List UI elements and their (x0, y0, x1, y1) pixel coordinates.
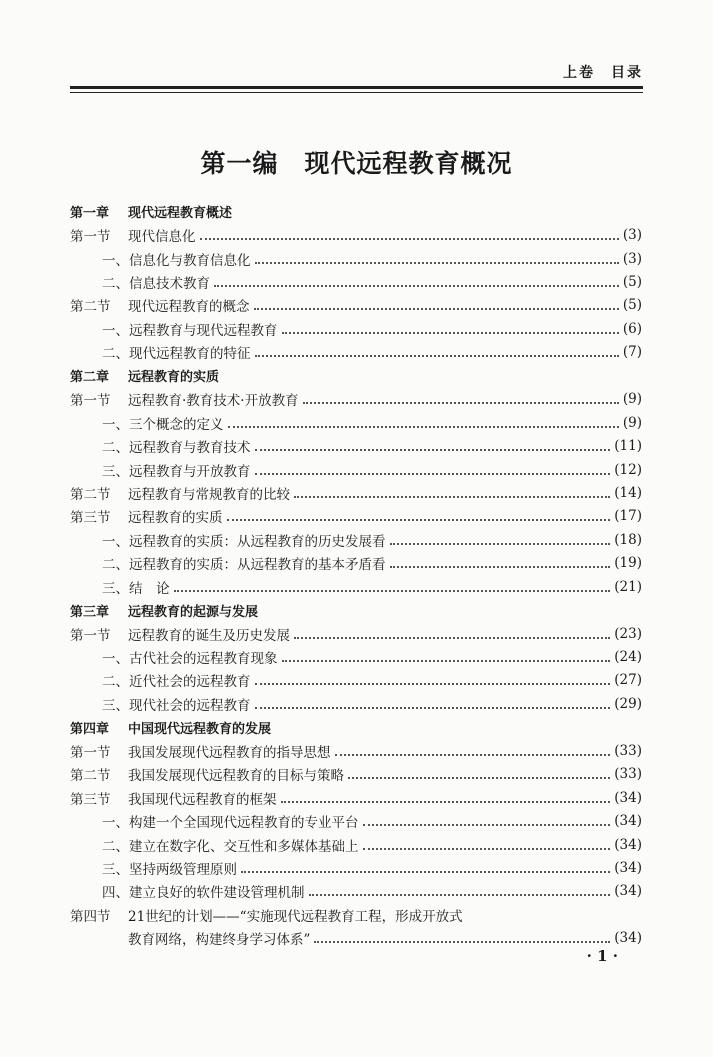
toc-entry-title: 建立在数字化、交互性和多媒体基础上 (129, 838, 359, 855)
toc-entry-page: (5) (622, 297, 642, 314)
running-header: 上卷 目录 (563, 65, 643, 81)
toc-entry-title: 信息化与教育信息化 (129, 252, 251, 269)
toc-entry-chapter[interactable] (70, 364, 642, 387)
header-rule-thin (70, 92, 643, 93)
toc-entry-section[interactable] (70, 763, 642, 786)
toc-entry-page: (27) (614, 672, 642, 689)
toc-entry-page: (23) (614, 625, 642, 642)
toc-entry-section[interactable] (70, 223, 642, 246)
toc-entry-title: 远程教育的诞生及历史发展 (128, 627, 290, 644)
toc-entry-section[interactable] (70, 505, 642, 528)
toc-entry-section[interactable] (70, 903, 642, 926)
toc-entry-number: 一、 (102, 416, 129, 433)
toc-dot-leader (254, 308, 619, 310)
toc-entry-number: 第一节 (70, 393, 111, 410)
toc-entry-number: 第一章 (70, 206, 110, 222)
toc-entry-page: (9) (622, 414, 642, 431)
toc-entry-sub[interactable] (70, 458, 642, 481)
toc-entry-page: (34) (614, 883, 642, 900)
toc-dot-leader (255, 683, 611, 685)
toc-entry-sub[interactable] (70, 552, 642, 575)
toc-entry-section[interactable] (70, 388, 642, 411)
toc-entry-page: (34) (614, 859, 642, 876)
toc-entry-title: 信息技术教育 (129, 276, 210, 293)
toc-entry-page: (29) (614, 695, 642, 712)
toc-entry-number: 第三节 (70, 510, 111, 527)
toc-entry-title: 现代远程教育的概念 (128, 299, 250, 316)
toc-entry-title: 远程教育·教育技术·开放教育 (128, 393, 299, 410)
part-title: 第一编 现代远程教育概况 (200, 149, 513, 178)
toc-entry-page: (5) (622, 274, 642, 291)
toc-dot-leader (282, 660, 611, 662)
toc-entry-page: (21) (614, 578, 642, 595)
toc-entry-title: 我国发展现代远程教育的目标与策略 (128, 768, 344, 785)
toc-dot-leader (363, 824, 611, 826)
toc-entry-page: (24) (614, 649, 642, 666)
toc-entry-number: 一、 (102, 651, 129, 668)
toc-dot-leader (363, 848, 611, 850)
toc-entry-page: (17) (614, 508, 642, 525)
toc-entry-title: 远程教育的实质：从远程教育的历史发展看 (129, 533, 386, 550)
toc-entry-title: 近代社会的远程教育 (129, 674, 251, 691)
toc-entry-chapter[interactable] (70, 598, 642, 621)
toc-entry-title: 我国现代远程教育的框架 (128, 791, 277, 808)
toc-dot-leader (294, 496, 610, 498)
toc-entry-title: 远程教育的实质：从远程教育的基本矛盾看 (129, 557, 386, 574)
toc-entry-chapter[interactable] (70, 716, 642, 739)
toc-entry-sub[interactable] (70, 669, 642, 692)
toc-entry-sub[interactable] (70, 856, 642, 879)
toc-entry-cont[interactable] (70, 927, 642, 950)
toc-entry-title: 建立良好的软件建设管理机制 (129, 885, 305, 902)
toc-dot-leader (255, 355, 619, 357)
toc-entry-page: (3) (622, 250, 642, 267)
toc-dot-leader (348, 777, 610, 779)
toc-entry-number: 二、 (102, 276, 129, 293)
toc-entry-number: 四、 (102, 885, 129, 902)
toc-entry-number: 第四章 (70, 721, 110, 737)
toc-entry-title: 现代社会的远程教育 (129, 697, 251, 714)
table-of-contents (70, 200, 642, 950)
toc-entry-title: 远程教育与现代远程教育 (129, 322, 278, 339)
toc-entry-number: 二、 (102, 440, 129, 457)
toc-entry-page: (9) (622, 391, 642, 408)
header-rule-thick (70, 86, 643, 89)
toc-entry-title: 远程教育的实质 (128, 510, 223, 527)
toc-entry-number: 第三章 (70, 604, 110, 620)
toc-entry-number: 三、 (102, 861, 129, 878)
toc-entry-number: 三、 (102, 580, 129, 597)
toc-entry-title: 现代远程教育概述 (128, 206, 233, 222)
toc-entry-number: 第二节 (70, 768, 111, 785)
toc-dot-leader (174, 590, 611, 592)
toc-entry-number: 第二节 (70, 486, 111, 503)
toc-entry-sub[interactable] (70, 833, 642, 856)
toc-dot-leader (309, 894, 611, 896)
toc-entry-sub[interactable] (70, 317, 642, 340)
toc-entry-page: (18) (614, 531, 642, 548)
toc-entry-number: 二、 (102, 674, 129, 691)
toc-dot-leader (294, 637, 610, 639)
toc-entry-title: 现代远程教育的特征 (129, 346, 251, 363)
toc-entry-sub[interactable] (70, 528, 642, 551)
toc-entry-title: 教育网络，构建终身学习体系” (128, 932, 311, 949)
toc-entry-page: (19) (614, 555, 642, 572)
toc-entry-chapter[interactable] (70, 200, 642, 223)
toc-entry-title: 古代社会的远程教育现象 (129, 651, 278, 668)
toc-entry-title: 远程教育的起源与发展 (128, 604, 259, 620)
toc-entry-title: 结 论 (129, 580, 170, 597)
toc-dot-leader (390, 543, 611, 545)
toc-entry-number: 一、 (102, 252, 129, 269)
toc-entry-section[interactable] (70, 739, 642, 762)
toc-entry-page: (34) (614, 930, 642, 947)
toc-dot-leader (390, 566, 611, 568)
toc-entry-title: 现代信息化 (128, 229, 196, 246)
toc-dot-leader (255, 449, 611, 451)
toc-entry-number: 二、 (102, 838, 129, 855)
toc-entry-sub[interactable] (70, 434, 642, 457)
toc-entry-title: 远程教育与常规教育的比较 (128, 486, 290, 503)
toc-entry-title: 中国现代远程教育的发展 (128, 721, 272, 737)
toc-dot-leader (255, 473, 611, 475)
toc-dot-leader (282, 332, 619, 334)
toc-entry-page: (11) (614, 438, 642, 455)
toc-entry-title: 坚持两级管理原则 (129, 861, 237, 878)
page-number: · 1 · (586, 947, 618, 965)
toc-dot-leader (255, 262, 619, 264)
toc-entry-page: (34) (614, 813, 642, 830)
toc-entry-title: 构建一个全国现代远程教育的专业平台 (129, 815, 359, 832)
toc-entry-number: 二、 (102, 346, 129, 363)
toc-entry-number: 第一节 (70, 229, 111, 246)
toc-entry-number: 第一节 (70, 627, 111, 644)
toc-entry-sub[interactable] (70, 341, 642, 364)
toc-entry-number: 第二章 (70, 370, 110, 386)
toc-dot-leader (281, 801, 611, 803)
toc-entry-section[interactable] (70, 622, 642, 645)
toc-entry-title: 我国发展现代远程教育的指导思想 (128, 744, 331, 761)
toc-entry-section[interactable] (70, 786, 642, 809)
toc-dot-leader (241, 871, 610, 873)
toc-entry-page: (33) (614, 766, 642, 783)
toc-dot-leader (255, 707, 611, 709)
toc-dot-leader (227, 519, 611, 521)
toc-entry-page: (12) (614, 461, 642, 478)
toc-entry-title: 三个概念的定义 (129, 416, 224, 433)
toc-entry-page: (34) (614, 836, 642, 853)
toc-entry-page: (6) (622, 320, 642, 337)
toc-entry-number: 一、 (102, 322, 129, 339)
toc-dot-leader (314, 941, 610, 943)
toc-entry-number: 三、 (102, 463, 129, 480)
toc-entry-sub[interactable] (70, 645, 642, 668)
toc-entry-page: (7) (622, 344, 642, 361)
toc-entry-title: 远程教育与开放教育 (129, 463, 251, 480)
toc-entry-number: 一、 (102, 533, 129, 550)
toc-entry-page: (3) (622, 227, 642, 244)
toc-entry-sub[interactable] (70, 411, 642, 434)
toc-entry-section[interactable] (70, 294, 642, 317)
toc-dot-leader (303, 402, 619, 404)
toc-entry-page: (14) (614, 484, 642, 501)
toc-entry-number: 第二节 (70, 299, 111, 316)
toc-entry-section[interactable] (70, 481, 642, 504)
toc-dot-leader (214, 285, 619, 287)
toc-entry-sub[interactable] (70, 692, 642, 715)
toc-entry-number: 三、 (102, 697, 129, 714)
toc-entry-number: 第四节 (70, 908, 111, 925)
toc-entry-sub[interactable] (70, 575, 642, 598)
toc-entry-title: 21世纪的计划——“实施现代远程教育工程，形成开放式 (128, 908, 463, 925)
toc-dot-leader (335, 754, 611, 756)
toc-entry-sub[interactable] (70, 880, 642, 903)
toc-entry-number: 一、 (102, 815, 129, 832)
toc-dot-leader (228, 426, 619, 428)
toc-entry-number: 第一节 (70, 744, 111, 761)
toc-entry-sub[interactable] (70, 270, 642, 293)
toc-entry-sub[interactable] (70, 247, 642, 270)
toc-entry-page: (34) (614, 789, 642, 806)
toc-entry-sub[interactable] (70, 809, 642, 832)
toc-entry-title: 远程教育的实质 (128, 370, 220, 386)
toc-dot-leader (200, 238, 619, 240)
toc-entry-number: 二、 (102, 557, 129, 574)
toc-entry-page: (33) (614, 742, 642, 759)
toc-entry-number: 第三节 (70, 791, 111, 808)
toc-entry-title: 远程教育与教育技术 (129, 440, 251, 457)
